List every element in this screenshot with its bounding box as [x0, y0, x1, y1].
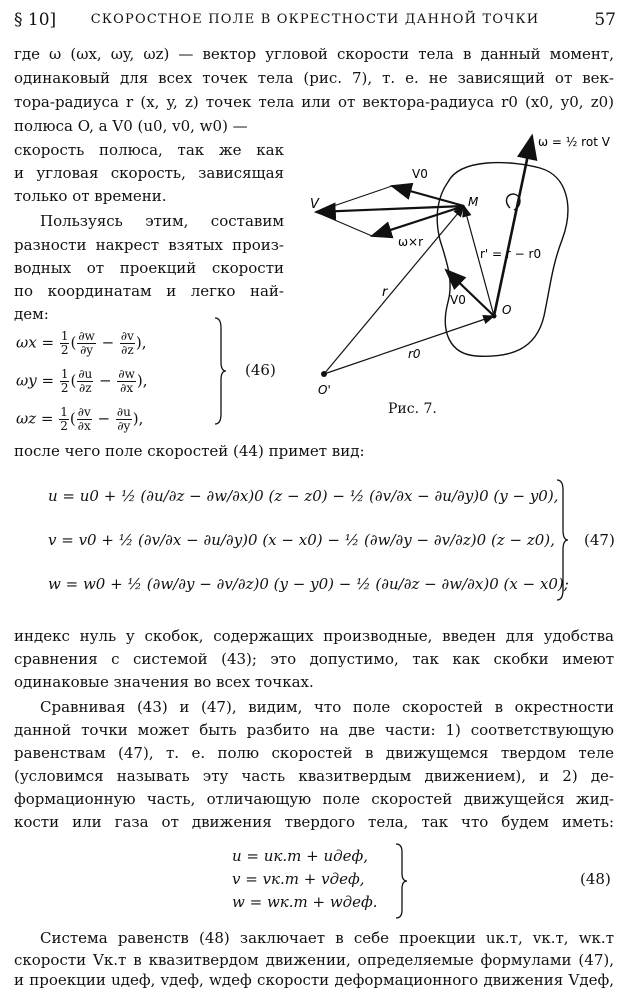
after-eq46-text: после чего поле скоростей (44) примет вид:	[14, 442, 365, 460]
eq47-number: (47)	[584, 531, 615, 549]
eq47-brace	[554, 478, 570, 602]
para1-line-7: только от времени.	[14, 187, 167, 205]
para1-line-1: где ω (ωx, ωy, ωz) — вектор угловой скорости тела в данный момент,	[14, 45, 614, 63]
label-v0-top: V0	[412, 167, 428, 181]
eq46-row-2: ωy = $\frac{1}{2}$ ( $\frac{\partial u}{\partial z}$ − $\frac{\partial w}{\partial x}$ ),	[16, 367, 148, 395]
para1-line-2: одинаковый для всех точек тела (рис. 7), т. е. не зависящий от век-	[14, 69, 614, 87]
figure-caption: Рис. 7.	[388, 401, 437, 417]
eq46-row-3: ωz = $\frac{1}{2}$ ( $\frac{\partial v}{\partial x}$ − $\frac{\partial u}{\partial y}$ ),	[16, 405, 144, 433]
label-o-prime: O'	[318, 383, 331, 397]
eq47-row-1: u = u0 + ½ (∂u/∂z − ∂w/∂x)0 (z − z0) − ½ (∂v/∂x − ∂u/∂y)0 (y − y0),	[48, 487, 559, 505]
para4-line-1: Сравнивая (43) и (47), видим, что поле скоростей в окрестности	[40, 698, 614, 716]
label-v: V	[310, 197, 319, 212]
rprime-vector	[464, 206, 494, 316]
eq48-brace	[393, 842, 409, 920]
label-r-prime: r' = r − r0	[480, 247, 542, 261]
point-o-prime	[321, 371, 327, 377]
label-o: O	[502, 303, 512, 317]
eq48-row-1: u = uк.т + uдеф,	[232, 847, 369, 865]
eq48-number: (48)	[580, 870, 611, 888]
para4-line-3: равенствам (47), т. е. полю скоростей в движущемся твердом теле	[14, 744, 614, 762]
eq46-brace	[212, 316, 228, 426]
running-title: СКОРОСТНОЕ ПОЛЕ В ОКРЕСТНОСТИ ДАННОЙ ТОЧКИ	[90, 12, 540, 27]
para3-line-3: одинаковые значения во всех точках.	[14, 673, 314, 691]
eq47-row-3: w = w0 + ½ (∂w/∂y − ∂v/∂z)0 (y − y0) − ½ (∂u/∂z − ∂w/∂x)0 (x − x0);	[48, 575, 569, 593]
para2-line-5: дем:	[14, 305, 49, 323]
para5-line-1: Система равенств (48) заключает в себе проекции uк.т, vк.т, wк.т	[40, 929, 614, 947]
point-o	[492, 314, 497, 319]
eq46-row-1: ωx = $\frac{1}{2}$ ( $\frac{\partial w}{\partial y}$ − $\frac{\partial v}{\partial z}$ ),	[16, 329, 147, 357]
para3-line-1: индекс нуль у скобок, содержащих производные, введен для удобства	[14, 627, 614, 645]
para4-line-5: формационную часть, отличающую поле скоростей движущейся жид-	[14, 790, 614, 808]
v0-vector-at-m	[392, 186, 464, 206]
para1-line-4: полюса O, а V0 (u0, v0, w0) —	[14, 117, 248, 135]
label-r: r	[382, 285, 388, 300]
para1-line-3: тора-радиуса r (x, y, z) точек тела или от вектора-радиуса r0 (x0, y0, z0)	[14, 93, 614, 111]
label-omega-x-r: ω×r	[398, 235, 424, 249]
para2-line-1: Пользуясь этим, составим	[40, 212, 284, 230]
para3-line-2: сравнения с системой (43); это допустимо, так как скобки имеют	[14, 650, 614, 668]
para5-line-2: скорости Vк.т в квазитвердом движении, определяемые формулами (47),	[14, 951, 614, 969]
figure-7	[300, 120, 620, 420]
para2-line-4: по координатам и легко най-	[14, 282, 284, 300]
label-r0: r0	[408, 347, 421, 361]
para4-line-2: данной точки может быть разбито на две части: 1) соответствующую	[14, 721, 614, 739]
eq46-number: (46)	[245, 361, 276, 379]
running-header	[12, 8, 618, 32]
para1-line-5: скорость полюса, так же как	[14, 141, 284, 159]
eq48-row-2: v = vк.т + vдеф,	[232, 870, 365, 888]
para2-line-2: разности накрест взятых произ-	[14, 236, 284, 254]
eq47-row-2: v = v0 + ½ (∂v/∂x − ∂u/∂y)0 (x − x0) − ½ (∂w/∂y − ∂v/∂z)0 (z − z0),	[48, 531, 555, 549]
r0-vector	[324, 316, 494, 374]
section-number: § 10]	[14, 10, 57, 30]
para4-line-6: кости или газа от движения твердого тела, так что будем иметь:	[14, 813, 614, 831]
para5-line-3: и проекции uдеф, vдеф, wдеф скорости деформационного движения Vдеф,	[14, 971, 614, 989]
label-omega: ω = ½ rot V	[538, 135, 610, 149]
omega-x-r-vector	[372, 206, 464, 236]
label-m: M	[468, 195, 479, 209]
para2-line-3: водных от проекций скорости	[14, 259, 284, 277]
label-v0: V0	[450, 293, 466, 307]
para4-line-4: (условимся называть эту часть квазитвердым движением), и 2) де-	[14, 767, 614, 785]
eq48-row-3: w = wк.т + wдеф.	[232, 893, 378, 911]
r-vector	[324, 206, 464, 374]
para1-line-6: и угловая скорость, зависящая	[14, 164, 284, 182]
page-number: 57	[594, 10, 616, 30]
v-vector	[316, 206, 464, 212]
